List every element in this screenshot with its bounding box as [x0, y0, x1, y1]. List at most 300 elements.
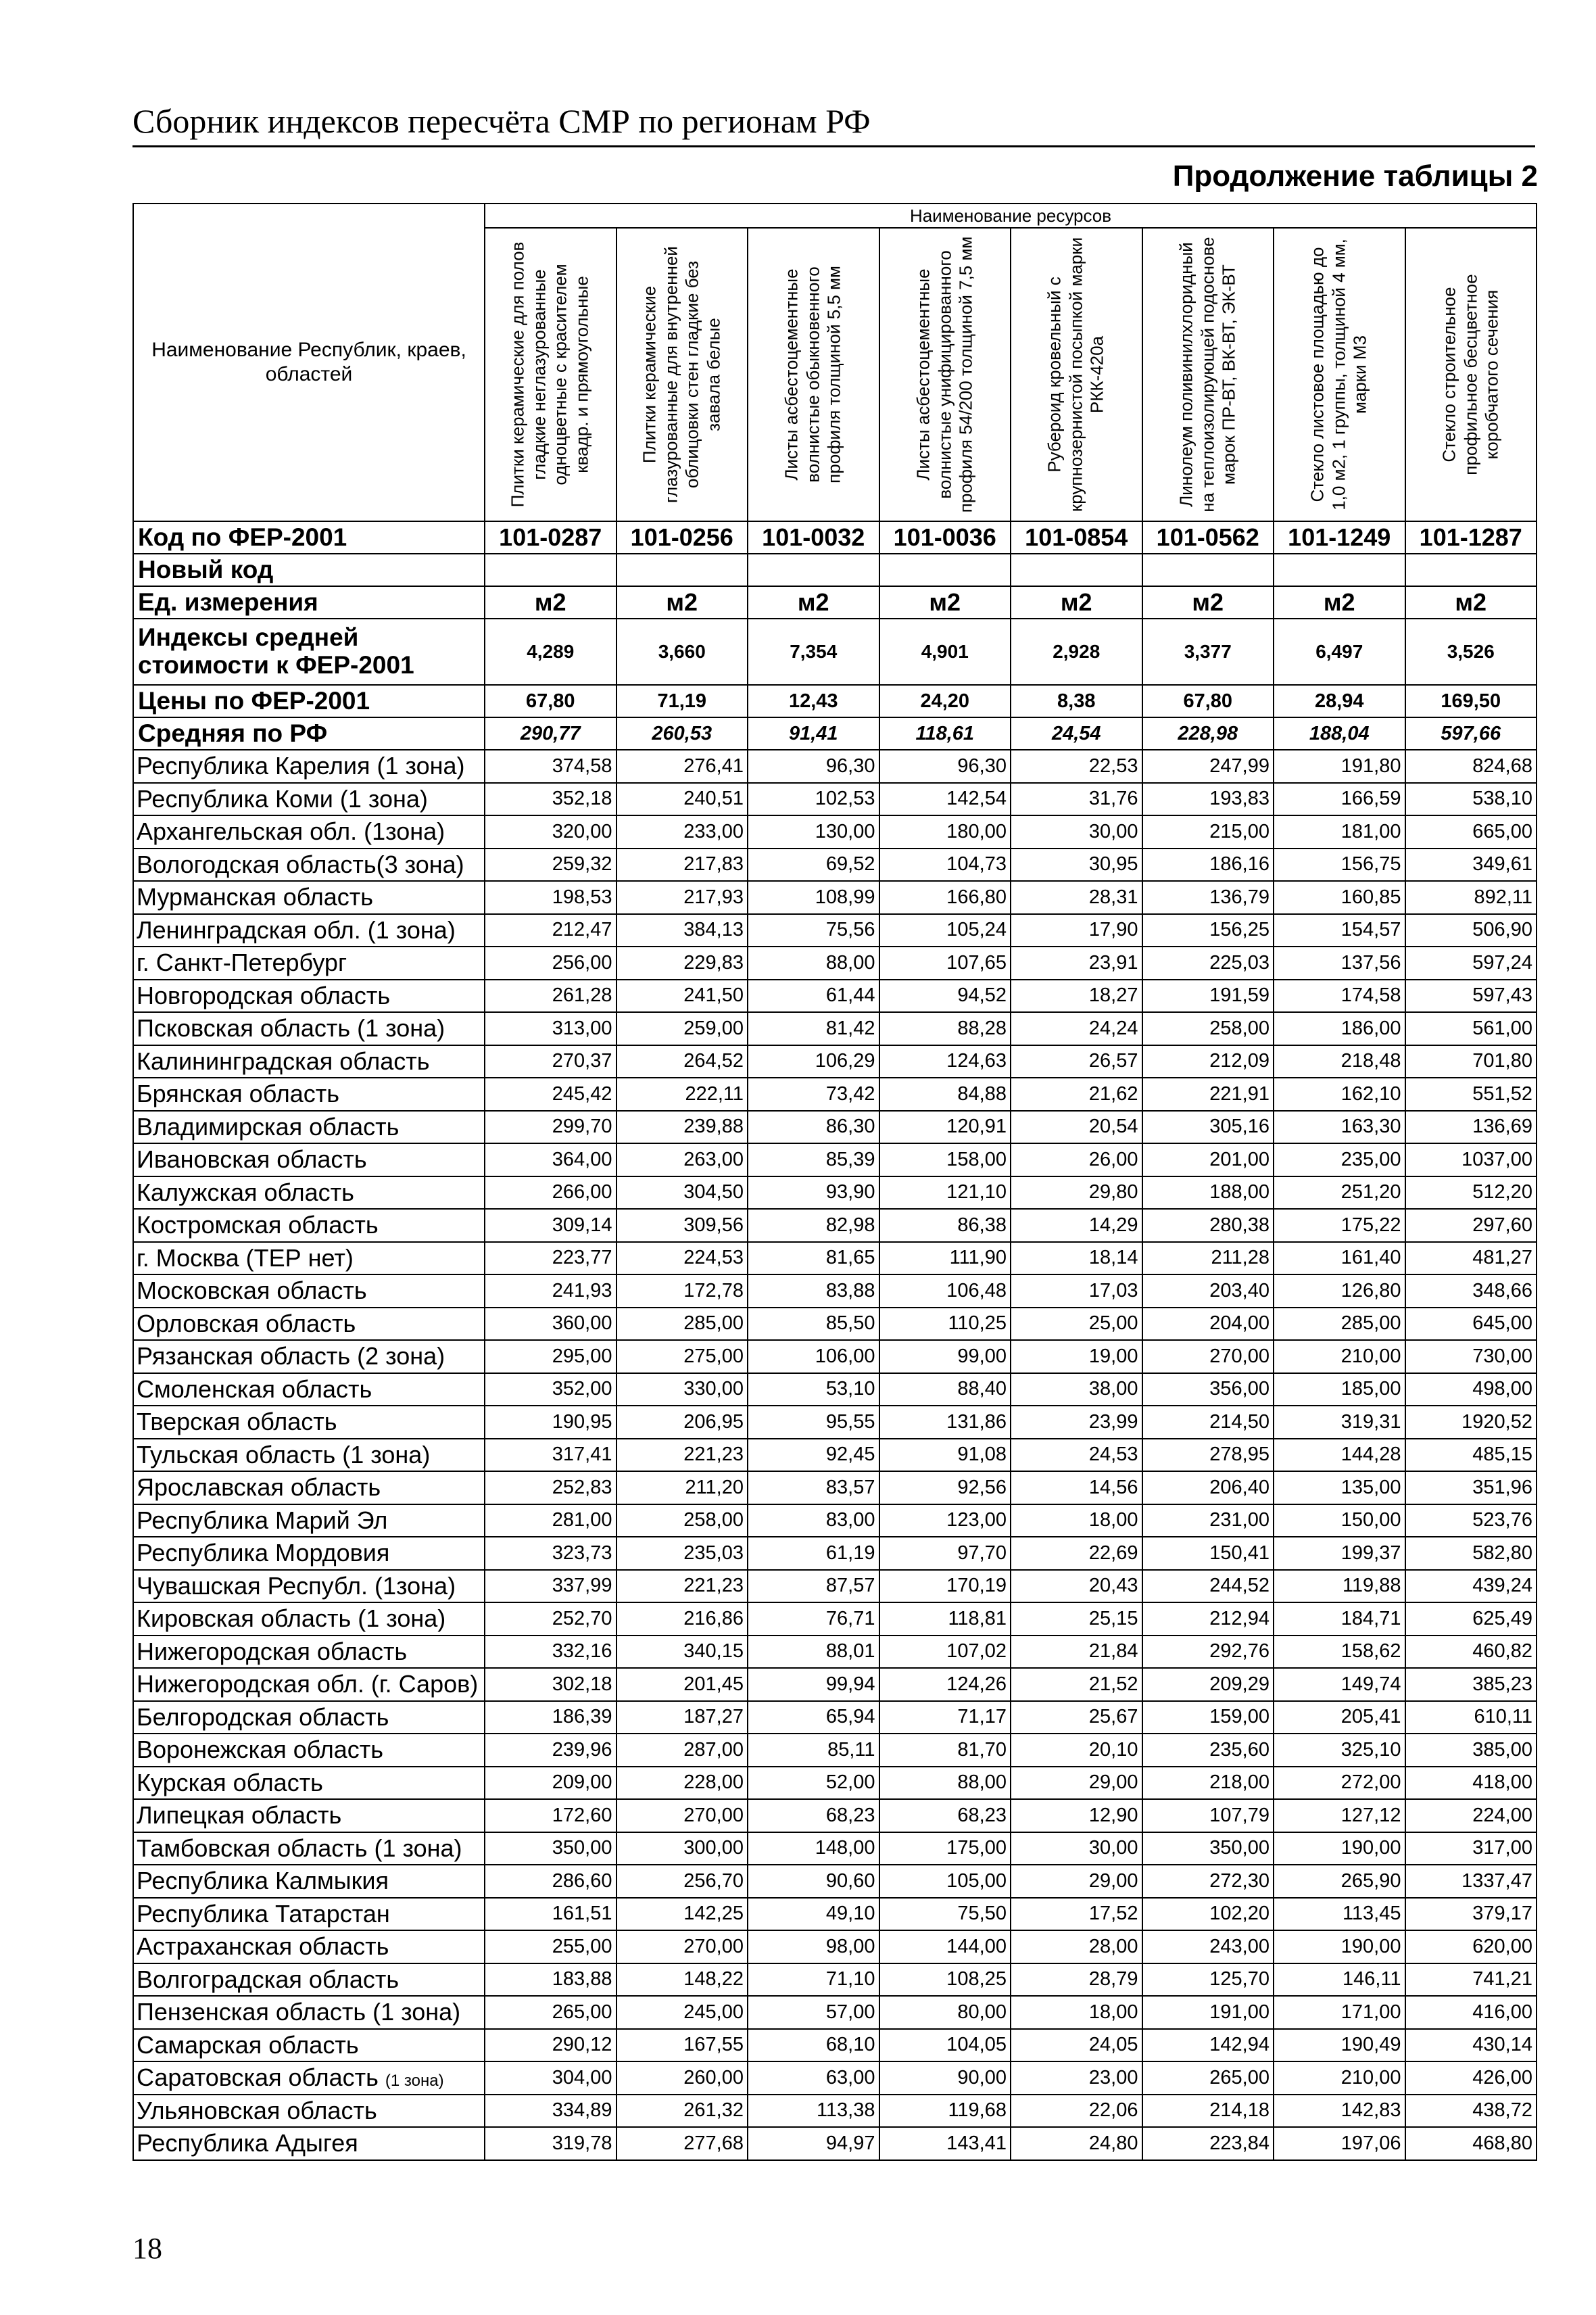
region-name — [133, 1767, 485, 1800]
new-code-cell — [748, 554, 879, 586]
region-name-text: Смоленская область — [137, 1375, 372, 1403]
value-cell: 243,00 — [1142, 1930, 1274, 1963]
value-cell: 211,28 — [1142, 1242, 1274, 1275]
region-name — [133, 1373, 485, 1406]
value-cell: 426,00 — [1405, 2061, 1537, 2095]
value-cell: 1037,00 — [1405, 1143, 1537, 1176]
value-cell: 191,00 — [1142, 1996, 1274, 2029]
value-cell: 83,00 — [748, 1504, 879, 1537]
value-cell: 215,00 — [1142, 815, 1274, 849]
value-cell: 88,28 — [879, 1012, 1011, 1045]
value-cell: 120,91 — [879, 1111, 1011, 1144]
resource-header-text: Линолеум поливинилхлоридный на теплоизолирующей подоснове марок ПР-ВТ, ВК-ВТ, ЭК-ВТ — [1176, 237, 1239, 512]
average-row — [133, 717, 1537, 750]
value-cell: 244,52 — [1142, 1570, 1274, 1603]
value-cell: 106,29 — [748, 1045, 879, 1078]
value-cell: 191,80 — [1274, 750, 1405, 783]
value-cell: 251,20 — [1274, 1176, 1405, 1210]
table-row — [133, 1701, 1537, 1734]
value-cell: 126,80 — [1274, 1274, 1405, 1308]
value-cell: 125,70 — [1142, 1963, 1274, 1997]
value-cell: 460,82 — [1405, 1636, 1537, 1669]
value-cell: 18,00 — [1011, 1996, 1142, 2029]
value-cell: 265,00 — [1142, 2061, 1274, 2095]
region-name-text: Пензенская область (1 зона) — [137, 1998, 461, 2026]
value-cell: 222,11 — [616, 1078, 748, 1111]
table-row — [133, 1406, 1537, 1439]
region-name — [133, 1078, 485, 1111]
resource-header-text: Стекло строительное профильное бесцветное коробчатого сечения — [1438, 274, 1502, 475]
value-cell: 102,53 — [748, 783, 879, 816]
value-cell: 323,73 — [485, 1537, 616, 1570]
table-row — [133, 980, 1537, 1013]
value-cell: 83,57 — [748, 1471, 879, 1504]
value-cell: 214,50 — [1142, 1406, 1274, 1439]
value-cell: 263,00 — [616, 1143, 748, 1176]
new-code-row — [133, 554, 1537, 586]
new-code-label: Новый код — [133, 554, 485, 586]
value-cell: 92,56 — [879, 1471, 1011, 1504]
region-name-text: Республика Мордовия — [137, 1539, 390, 1567]
unit-label: Ед. измерения — [133, 586, 485, 619]
value-cell: 148,22 — [616, 1963, 748, 1997]
value-cell: 438,72 — [1405, 2095, 1537, 2128]
region-name — [133, 1274, 485, 1308]
value-cell: 275,00 — [616, 1340, 748, 1373]
table-row — [133, 2061, 1537, 2095]
value-cell: 98,00 — [748, 1930, 879, 1963]
value-cell: 88,01 — [748, 1636, 879, 1669]
unit-cell: м2 — [748, 586, 879, 619]
region-name-text: Новгородская область — [137, 981, 391, 1009]
average-cell: 228,98 — [1142, 717, 1274, 750]
value-cell: 258,00 — [1142, 1012, 1274, 1045]
value-cell: 209,29 — [1142, 1668, 1274, 1701]
region-name — [133, 947, 485, 980]
value-cell: 18,00 — [1011, 1504, 1142, 1537]
price-index-table — [132, 203, 1537, 2161]
regions-column-header: Наименование Республик, краев, областей — [133, 204, 485, 521]
price-cell: 71,19 — [616, 685, 748, 717]
resource-header-text: Листы асбестоцементные волнистые унифицированного профиля 54/200 толщиной 7,5 мм — [913, 236, 976, 513]
value-cell: 85,11 — [748, 1734, 879, 1767]
table-row — [133, 1832, 1537, 1865]
region-name-text: Костромская область — [137, 1211, 379, 1239]
region-name-text: г. Москва (ТЕР нет) — [137, 1243, 354, 1272]
value-cell: 228,00 — [616, 1767, 748, 1800]
value-cell: 127,12 — [1274, 1799, 1405, 1832]
table-row — [133, 1865, 1537, 1898]
value-cell: 245,42 — [485, 1078, 616, 1111]
value-cell: 190,95 — [485, 1406, 616, 1439]
value-cell: 108,25 — [879, 1963, 1011, 1997]
value-cell: 224,53 — [616, 1242, 748, 1275]
region-name-text: Республика Адыгея — [137, 2129, 358, 2157]
region-name — [133, 1209, 485, 1242]
region-name — [133, 1504, 485, 1537]
region-name — [133, 1701, 485, 1734]
value-cell: 171,00 — [1274, 1996, 1405, 2029]
region-name — [133, 1602, 485, 1636]
new-code-cell — [1274, 554, 1405, 586]
region-name-text: Белгородская область — [137, 1702, 389, 1731]
table-row — [133, 1373, 1537, 1406]
value-cell: 261,28 — [485, 980, 616, 1013]
value-cell: 110,25 — [879, 1308, 1011, 1341]
region-name-text: Ивановская область — [137, 1145, 367, 1174]
region-name-text: Нижегородская область — [137, 1637, 408, 1665]
region-name-text: Калининградская область — [137, 1047, 430, 1075]
value-cell: 209,00 — [485, 1767, 616, 1800]
value-cell: 304,00 — [485, 2061, 616, 2095]
value-cell: 512,20 — [1405, 1176, 1537, 1210]
unit-cell: м2 — [485, 586, 616, 619]
table-row — [133, 1504, 1537, 1537]
value-cell: 523,76 — [1405, 1504, 1537, 1537]
value-cell: 162,10 — [1274, 1078, 1405, 1111]
value-cell: 430,14 — [1405, 2029, 1537, 2062]
table-row — [133, 1143, 1537, 1176]
value-cell: 217,83 — [616, 849, 748, 882]
header-row-group — [133, 204, 1537, 228]
unit-cell: м2 — [1011, 586, 1142, 619]
value-cell: 84,88 — [879, 1078, 1011, 1111]
value-cell: 81,65 — [748, 1242, 879, 1275]
value-cell: 221,91 — [1142, 1078, 1274, 1111]
price-label: Цены по ФЕР-2001 — [133, 685, 485, 717]
value-cell: 1920,52 — [1405, 1406, 1537, 1439]
region-name — [133, 1832, 485, 1865]
value-cell: 65,94 — [748, 1701, 879, 1734]
value-cell: 23,99 — [1011, 1406, 1142, 1439]
value-cell: 260,00 — [616, 2061, 748, 2095]
value-cell: 86,30 — [748, 1111, 879, 1144]
value-cell: 305,16 — [1142, 1111, 1274, 1144]
value-cell: 76,71 — [748, 1602, 879, 1636]
code-cell: 101-0036 — [879, 521, 1011, 554]
value-cell: 186,00 — [1274, 1012, 1405, 1045]
value-cell: 57,00 — [748, 1996, 879, 2029]
value-cell: 188,00 — [1142, 1176, 1274, 1210]
value-cell: 124,26 — [879, 1668, 1011, 1701]
new-code-cell — [616, 554, 748, 586]
value-cell: 105,24 — [879, 914, 1011, 947]
region-name — [133, 2029, 485, 2062]
region-name-text: Псковская область (1 зона) — [137, 1014, 445, 1043]
value-cell: 217,93 — [616, 881, 748, 914]
value-cell: 193,83 — [1142, 783, 1274, 816]
region-name — [133, 1996, 485, 2029]
value-cell: 190,49 — [1274, 2029, 1405, 2062]
value-cell: 297,60 — [1405, 1209, 1537, 1242]
value-cell: 233,00 — [616, 815, 748, 849]
value-cell: 198,53 — [485, 881, 616, 914]
value-cell: 190,00 — [1274, 1930, 1405, 1963]
resource-header-text: Плитки керамические глазурованные для внутренней облицовки стен гладкие без завала белые — [639, 246, 724, 503]
value-cell: 160,85 — [1274, 881, 1405, 914]
value-cell: 75,50 — [879, 1898, 1011, 1931]
value-cell: 384,13 — [616, 914, 748, 947]
index-cell: 4,289 — [485, 619, 616, 685]
value-cell: 19,00 — [1011, 1340, 1142, 1373]
value-cell: 75,56 — [748, 914, 879, 947]
value-cell: 137,56 — [1274, 947, 1405, 980]
new-code-cell — [1142, 554, 1274, 586]
region-name — [133, 1242, 485, 1275]
value-cell: 83,88 — [748, 1274, 879, 1308]
value-cell: 351,96 — [1405, 1471, 1537, 1504]
index-cell: 3,660 — [616, 619, 748, 685]
value-cell: 106,00 — [748, 1340, 879, 1373]
region-name — [133, 881, 485, 914]
value-cell: 24,05 — [1011, 2029, 1142, 2062]
page-number: 18 — [132, 2232, 162, 2265]
value-cell: 144,00 — [879, 1930, 1011, 1963]
value-cell: 82,98 — [748, 1209, 879, 1242]
value-cell: 170,19 — [879, 1570, 1011, 1603]
value-cell: 304,50 — [616, 1176, 748, 1210]
table-row — [133, 1898, 1537, 1931]
table-row — [133, 1242, 1537, 1275]
value-cell: 26,00 — [1011, 1143, 1142, 1176]
code-cell: 101-0032 — [748, 521, 879, 554]
value-cell: 49,10 — [748, 1898, 879, 1931]
table-row — [133, 2095, 1537, 2128]
region-name-text: Брянская область — [137, 1080, 339, 1108]
value-cell: 201,00 — [1142, 1143, 1274, 1176]
region-name-text: Ленинградская обл. (1 зона) — [137, 915, 456, 944]
region-name-text: Ульяновская область — [137, 2096, 377, 2124]
resource-header-text: Листы асбестоцементные волнистые обыкновенного профиля толщиной 5,5 мм — [781, 266, 845, 483]
value-cell: 270,37 — [485, 1045, 616, 1078]
code-cell: 101-1287 — [1405, 521, 1537, 554]
value-cell: 123,00 — [879, 1504, 1011, 1537]
value-cell: 118,81 — [879, 1602, 1011, 1636]
new-code-cell — [879, 554, 1011, 586]
region-name-text: Самарская область — [137, 2030, 359, 2059]
region-name-text: Республика Марий Эл — [137, 1506, 388, 1534]
value-cell: 281,00 — [485, 1504, 616, 1537]
table-row — [133, 1209, 1537, 1242]
value-cell: 80,00 — [879, 1996, 1011, 2029]
region-name — [133, 1012, 485, 1045]
region-name — [133, 1963, 485, 1997]
table-row — [133, 1078, 1537, 1111]
region-name — [133, 2127, 485, 2160]
value-cell: 156,25 — [1142, 914, 1274, 947]
value-cell: 231,00 — [1142, 1504, 1274, 1537]
value-cell: 561,00 — [1405, 1012, 1537, 1045]
value-cell: 325,10 — [1274, 1734, 1405, 1767]
value-cell: 28,00 — [1011, 1930, 1142, 1963]
region-name-text: Рязанская область (2 зона) — [137, 1342, 445, 1370]
value-cell: 104,73 — [879, 849, 1011, 882]
value-cell: 23,91 — [1011, 947, 1142, 980]
value-cell: 21,84 — [1011, 1636, 1142, 1669]
resource-header-text: Стекло листовое площадью до 1,0 м2, 1 группы, толщиной 4 мм, марки М3 — [1307, 239, 1371, 510]
value-cell: 107,65 — [879, 947, 1011, 980]
region-name-text: Астраханская область — [137, 1932, 389, 1961]
value-cell: 61,44 — [748, 980, 879, 1013]
region-name — [133, 1471, 485, 1504]
value-cell: 186,16 — [1142, 849, 1274, 882]
average-cell: 91,41 — [748, 717, 879, 750]
value-cell: 21,62 — [1011, 1078, 1142, 1111]
value-cell: 299,70 — [485, 1111, 616, 1144]
value-cell: 25,67 — [1011, 1701, 1142, 1734]
region-name-text: Орловская область — [137, 1309, 356, 1337]
value-cell: 223,84 — [1142, 2127, 1274, 2160]
value-cell: 22,53 — [1011, 750, 1142, 783]
value-cell: 175,22 — [1274, 1209, 1405, 1242]
value-cell: 597,43 — [1405, 980, 1537, 1013]
index-row — [133, 619, 1537, 685]
value-cell: 730,00 — [1405, 1340, 1537, 1373]
region-name-text: Мурманская область — [137, 883, 374, 911]
value-cell: 259,00 — [616, 1012, 748, 1045]
resource-header — [1011, 228, 1142, 521]
value-cell: 29,00 — [1011, 1865, 1142, 1898]
value-cell: 68,23 — [748, 1799, 879, 1832]
region-name-text: Нижегородская обл. (г. Саров) — [137, 1670, 479, 1698]
price-cell: 67,80 — [1142, 685, 1274, 717]
value-cell: 350,00 — [1142, 1832, 1274, 1865]
value-cell: 211,20 — [616, 1471, 748, 1504]
value-cell: 68,10 — [748, 2029, 879, 2062]
value-cell: 17,90 — [1011, 914, 1142, 947]
value-cell: 159,00 — [1142, 1701, 1274, 1734]
value-cell: 107,79 — [1142, 1799, 1274, 1832]
value-cell: 356,00 — [1142, 1373, 1274, 1406]
region-name — [133, 1143, 485, 1176]
value-cell: 28,31 — [1011, 881, 1142, 914]
value-cell: 364,00 — [485, 1143, 616, 1176]
value-cell: 68,23 — [879, 1799, 1011, 1832]
region-name-text: Чувашская Республ. (1зона) — [137, 1571, 456, 1600]
resource-header-text: Рубероид кровельный с крупнозернистой посыпкой марки РКК-420а — [1044, 237, 1108, 512]
value-cell: 216,86 — [616, 1602, 748, 1636]
value-cell: 485,15 — [1405, 1439, 1537, 1472]
value-cell: 332,16 — [485, 1636, 616, 1669]
value-cell: 163,30 — [1274, 1111, 1405, 1144]
value-cell: 22,06 — [1011, 2095, 1142, 2128]
value-cell: 108,99 — [748, 881, 879, 914]
value-cell: 645,00 — [1405, 1308, 1537, 1341]
value-cell: 20,54 — [1011, 1111, 1142, 1144]
unit-cell: м2 — [1405, 586, 1537, 619]
region-name — [133, 815, 485, 849]
value-cell: 320,00 — [485, 815, 616, 849]
region-name-suffix: (1 зона) — [385, 2072, 444, 2091]
value-cell: 610,11 — [1405, 1701, 1537, 1734]
value-cell: 252,70 — [485, 1602, 616, 1636]
value-cell: 276,41 — [616, 750, 748, 783]
region-name — [133, 1340, 485, 1373]
table-row — [133, 1012, 1537, 1045]
table-row — [133, 1930, 1537, 1963]
value-cell: 130,00 — [748, 815, 879, 849]
table-row — [133, 1471, 1537, 1504]
table-row — [133, 815, 1537, 849]
unit-cell: м2 — [616, 586, 748, 619]
value-cell: 295,00 — [485, 1340, 616, 1373]
average-cell: 290,77 — [485, 717, 616, 750]
region-name-text: Калужская область — [137, 1178, 354, 1206]
value-cell: 24,53 — [1011, 1439, 1142, 1472]
value-cell: 105,00 — [879, 1865, 1011, 1898]
value-cell: 161,51 — [485, 1898, 616, 1931]
value-cell: 85,50 — [748, 1308, 879, 1341]
resource-header-text: Плитки керамические для полов гладкие неглазурованные одноцветные с красителем квадр. и прямоугольные — [507, 241, 592, 508]
region-name — [133, 2095, 485, 2128]
code-cell: 101-0854 — [1011, 521, 1142, 554]
value-cell: 270,00 — [616, 1799, 748, 1832]
unit-row — [133, 586, 1537, 619]
value-cell: 99,94 — [748, 1668, 879, 1701]
table-row — [133, 1767, 1537, 1800]
value-cell: 90,00 — [879, 2061, 1011, 2095]
value-cell: 259,32 — [485, 849, 616, 882]
table-row — [133, 1274, 1537, 1308]
value-cell: 286,60 — [485, 1865, 616, 1898]
value-cell: 181,00 — [1274, 815, 1405, 849]
value-cell: 352,18 — [485, 783, 616, 816]
code-cell: 101-0287 — [485, 521, 616, 554]
region-name-text: Московская область — [137, 1276, 367, 1305]
table-row — [133, 1668, 1537, 1701]
value-cell: 241,50 — [616, 980, 748, 1013]
value-cell: 229,83 — [616, 947, 748, 980]
value-cell: 191,59 — [1142, 980, 1274, 1013]
average-cell: 24,54 — [1011, 717, 1142, 750]
table-caption: Продолжение таблицы 2 — [1172, 160, 1538, 193]
code-label: Код по ФЕР-2001 — [133, 521, 485, 554]
value-cell: 25,15 — [1011, 1602, 1142, 1636]
value-cell: 206,40 — [1142, 1471, 1274, 1504]
region-name-text: Саратовская область — [137, 2063, 379, 2092]
value-cell: 30,95 — [1011, 849, 1142, 882]
table-row — [133, 1636, 1537, 1669]
value-cell: 95,55 — [748, 1406, 879, 1439]
value-cell: 292,76 — [1142, 1636, 1274, 1669]
value-cell: 29,00 — [1011, 1767, 1142, 1800]
value-cell: 148,00 — [748, 1832, 879, 1865]
value-cell: 90,60 — [748, 1865, 879, 1898]
value-cell: 187,27 — [616, 1701, 748, 1734]
value-cell: 71,17 — [879, 1701, 1011, 1734]
value-cell: 131,86 — [879, 1406, 1011, 1439]
value-cell: 481,27 — [1405, 1242, 1537, 1275]
value-cell: 107,02 — [879, 1636, 1011, 1669]
value-cell: 319,31 — [1274, 1406, 1405, 1439]
value-cell: 239,96 — [485, 1734, 616, 1767]
value-cell: 265,00 — [485, 1996, 616, 2029]
table-row — [133, 1734, 1537, 1767]
value-cell: 551,52 — [1405, 1078, 1537, 1111]
value-cell: 240,51 — [616, 783, 748, 816]
value-cell: 287,00 — [616, 1734, 748, 1767]
value-cell: 348,66 — [1405, 1274, 1537, 1308]
resource-header — [748, 228, 879, 521]
value-cell: 330,00 — [616, 1373, 748, 1406]
header-rule — [132, 145, 1535, 147]
value-cell: 81,42 — [748, 1012, 879, 1045]
value-cell: 439,24 — [1405, 1570, 1537, 1603]
value-cell: 20,43 — [1011, 1570, 1142, 1603]
value-cell: 113,38 — [748, 2095, 879, 2128]
value-cell: 256,00 — [485, 947, 616, 980]
average-cell: 118,61 — [879, 717, 1011, 750]
